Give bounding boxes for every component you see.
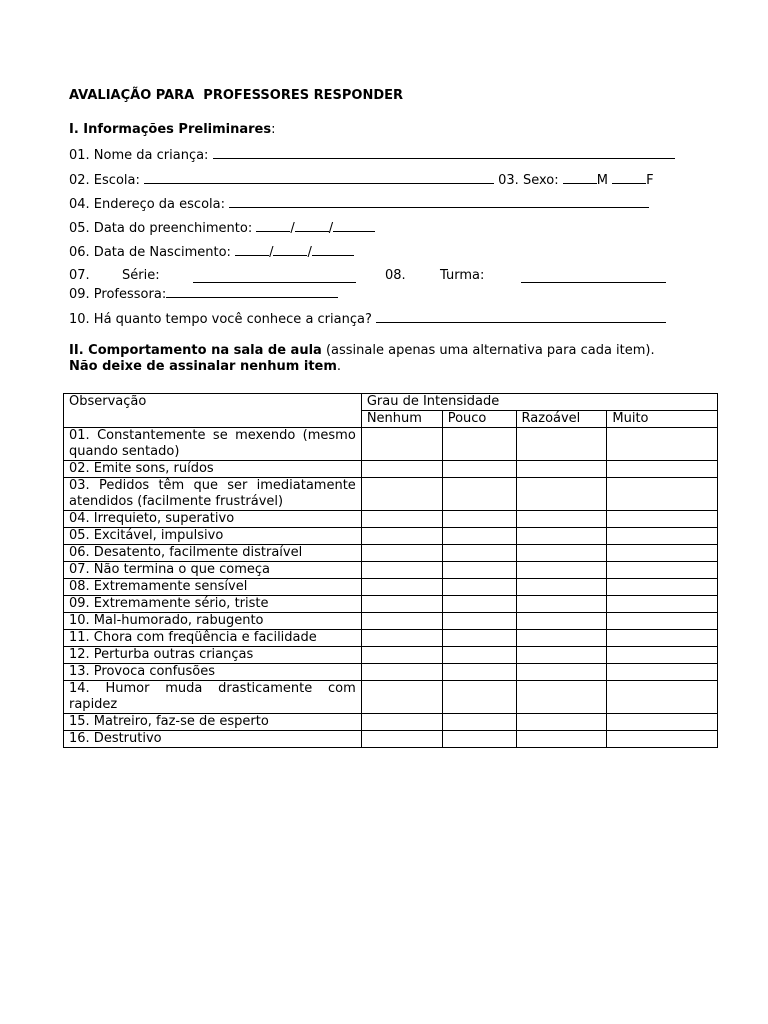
rating-cell-razoavel[interactable] bbox=[516, 630, 607, 647]
observation-header: Observação bbox=[64, 394, 362, 428]
section2-period: . bbox=[336, 359, 342, 374]
section2-roman: II bbox=[69, 343, 79, 358]
grade-blank[interactable] bbox=[193, 270, 356, 283]
rating-cell-pouco[interactable] bbox=[442, 630, 516, 647]
field-time-known bbox=[69, 310, 666, 328]
field-school-address-label: 04. Endereço da escola: bbox=[69, 197, 225, 212]
rating-cell-muito[interactable] bbox=[607, 545, 718, 562]
field-child-name-label: 01. Nome da criança: bbox=[69, 148, 209, 163]
field-class-number: 08. bbox=[385, 268, 406, 283]
level-header-muito: Muito bbox=[607, 411, 718, 428]
rating-cell-muito[interactable] bbox=[607, 478, 718, 511]
field-grade-number: 07. bbox=[69, 268, 90, 283]
rating-cell-muito[interactable] bbox=[607, 528, 718, 545]
field-grade-label: Série: bbox=[122, 268, 160, 283]
rating-cell-nenhum[interactable] bbox=[361, 545, 442, 562]
rating-cell-nenhum[interactable] bbox=[361, 579, 442, 596]
table-row bbox=[64, 461, 718, 478]
table-row bbox=[64, 664, 718, 681]
table-row bbox=[64, 731, 718, 748]
item-label: 07. Não termina o que começa bbox=[64, 562, 362, 579]
child-name-blank[interactable] bbox=[213, 146, 675, 159]
sex-f-blank[interactable] bbox=[612, 171, 646, 184]
item-label: 08. Extremamente sensível bbox=[64, 579, 362, 596]
rating-cell-nenhum[interactable] bbox=[361, 731, 442, 748]
rating-cell-razoavel[interactable] bbox=[516, 528, 607, 545]
item-label: 01. Constantemente se mexendo (mesmo quando sentado) bbox=[64, 428, 362, 461]
rating-cell-razoavel[interactable] bbox=[516, 596, 607, 613]
rating-cell-muito[interactable] bbox=[607, 681, 718, 714]
item-label: 03. Pedidos têm que ser imediatamente atendidos (facilmente frustrável) bbox=[64, 478, 362, 511]
table-row bbox=[64, 647, 718, 664]
field-teacher bbox=[69, 285, 338, 303]
rating-cell-pouco[interactable] bbox=[442, 428, 516, 461]
rating-cell-muito[interactable] bbox=[607, 596, 718, 613]
rating-cell-pouco[interactable] bbox=[442, 714, 516, 731]
item-label: 05. Excitável, impulsivo bbox=[64, 528, 362, 545]
item-label: 02. Emite sons, ruídos bbox=[64, 461, 362, 478]
class-blank[interactable] bbox=[521, 270, 666, 283]
rating-cell-razoavel[interactable] bbox=[516, 664, 607, 681]
rating-cell-nenhum[interactable] bbox=[361, 613, 442, 630]
rating-cell-razoavel[interactable] bbox=[516, 478, 607, 511]
table-row bbox=[64, 714, 718, 731]
school-blank[interactable] bbox=[144, 171, 494, 184]
rating-cell-pouco[interactable] bbox=[442, 664, 516, 681]
rating-cell-razoavel[interactable] bbox=[516, 647, 607, 664]
fill-date-year-blank[interactable] bbox=[333, 219, 375, 232]
level-header-nenhum: Nenhum bbox=[361, 411, 442, 428]
field-birth-date-label: 06. Data de Nascimento: bbox=[69, 245, 231, 260]
rating-cell-nenhum[interactable] bbox=[361, 630, 442, 647]
rating-cell-razoavel[interactable] bbox=[516, 731, 607, 748]
table-row bbox=[64, 596, 718, 613]
rating-cell-razoavel[interactable] bbox=[516, 562, 607, 579]
rating-cell-nenhum[interactable] bbox=[361, 461, 442, 478]
intensity-header: Grau de Intensidade bbox=[361, 394, 717, 411]
rating-cell-muito[interactable] bbox=[607, 461, 718, 478]
document-title: AVALIAÇÃO PARA PROFESSORES RESPONDER bbox=[69, 88, 404, 103]
rating-cell-pouco[interactable] bbox=[442, 511, 516, 528]
field-fill-date-label: 05. Data do preenchimento: bbox=[69, 221, 253, 236]
rating-cell-muito[interactable] bbox=[607, 428, 718, 461]
table-row bbox=[64, 428, 718, 461]
section2-warning: Não deixe de assinalar nenhum item bbox=[69, 359, 337, 374]
time-known-blank[interactable] bbox=[376, 310, 666, 323]
fill-date-day-blank[interactable] bbox=[256, 219, 290, 232]
section2-heading bbox=[69, 343, 699, 375]
table-row bbox=[64, 511, 718, 528]
table-header-row bbox=[64, 394, 718, 411]
rating-cell-nenhum[interactable] bbox=[361, 714, 442, 731]
rating-cell-razoavel[interactable] bbox=[516, 461, 607, 478]
date-slash: / bbox=[290, 221, 295, 236]
rating-cell-nenhum[interactable] bbox=[361, 511, 442, 528]
rating-cell-nenhum[interactable] bbox=[361, 664, 442, 681]
rating-cell-razoavel[interactable] bbox=[516, 545, 607, 562]
item-label: 06. Desatento, facilmente distraível bbox=[64, 545, 362, 562]
date-slash: / bbox=[328, 221, 334, 236]
table-row bbox=[64, 681, 718, 714]
item-label: 12. Perturba outras crianças bbox=[64, 647, 362, 664]
rating-cell-pouco[interactable] bbox=[442, 613, 516, 630]
item-label: 13. Provoca confusões bbox=[64, 664, 362, 681]
item-label: 04. Irrequieto, superativo bbox=[64, 511, 362, 528]
rating-cell-pouco[interactable] bbox=[442, 596, 516, 613]
section2-instruction: (assinale apenas uma alternativa para cada item). bbox=[321, 343, 655, 358]
table-row bbox=[64, 562, 718, 579]
field-school-label: 02. Escola: bbox=[69, 173, 140, 188]
rating-cell-pouco[interactable] bbox=[442, 731, 516, 748]
field-child-name bbox=[69, 146, 675, 164]
field-school bbox=[69, 171, 654, 189]
item-label: 15. Matreiro, faz-se de esperto bbox=[64, 714, 362, 731]
item-label: 16. Destrutivo bbox=[64, 731, 362, 748]
rating-cell-muito[interactable] bbox=[607, 664, 718, 681]
field-school-address bbox=[69, 195, 649, 213]
rating-cell-nenhum[interactable] bbox=[361, 428, 442, 461]
table-row bbox=[64, 528, 718, 545]
item-label: 11. Chora com freqüência e facilidade bbox=[64, 630, 362, 647]
rating-cell-pouco[interactable] bbox=[442, 681, 516, 714]
teacher-blank[interactable] bbox=[166, 285, 338, 298]
rating-cell-muito[interactable] bbox=[607, 647, 718, 664]
item-label: 10. Mal-humorado, rabugento bbox=[64, 613, 362, 630]
rating-cell-razoavel[interactable] bbox=[516, 428, 607, 461]
sex-f-label: F bbox=[646, 173, 654, 188]
rating-cell-muito[interactable] bbox=[607, 613, 718, 630]
section1-colon: : bbox=[271, 122, 276, 137]
field-class-label: Turma: bbox=[440, 268, 485, 283]
fill-date-month-blank[interactable] bbox=[295, 219, 329, 232]
rating-cell-pouco[interactable] bbox=[442, 478, 516, 511]
rating-cell-razoavel[interactable] bbox=[516, 681, 607, 714]
rating-cell-muito[interactable] bbox=[607, 714, 718, 731]
item-label: 14. Humor muda drasticamente com rapidez bbox=[64, 681, 362, 714]
rating-cell-nenhum[interactable] bbox=[361, 562, 442, 579]
rating-cell-razoavel[interactable] bbox=[516, 613, 607, 630]
rating-cell-pouco[interactable] bbox=[442, 545, 516, 562]
birth-date-year-blank[interactable] bbox=[312, 243, 354, 256]
table-row bbox=[64, 545, 718, 562]
field-sex-label: 03. Sexo: bbox=[498, 173, 559, 188]
rating-cell-razoavel[interactable] bbox=[516, 714, 607, 731]
birth-date-month-blank[interactable] bbox=[273, 243, 307, 256]
field-teacher-label: 09. Professora: bbox=[69, 287, 167, 302]
birth-date-day-blank[interactable] bbox=[235, 243, 269, 256]
section2-title: . Comportamento na sala de aula bbox=[78, 343, 322, 358]
rating-cell-pouco[interactable] bbox=[442, 528, 516, 545]
section1-title: . Informações Preliminares bbox=[73, 122, 272, 137]
observation-table bbox=[63, 393, 718, 748]
rating-cell-nenhum[interactable] bbox=[361, 478, 442, 511]
rating-cell-muito[interactable] bbox=[607, 511, 718, 528]
rating-cell-nenhum[interactable] bbox=[361, 596, 442, 613]
rating-cell-nenhum[interactable] bbox=[361, 647, 442, 664]
section1-heading bbox=[69, 122, 276, 138]
section1-roman: I bbox=[69, 122, 74, 137]
rating-cell-muito[interactable] bbox=[607, 579, 718, 596]
field-time-known-label: 10. Há quanto tempo você conhece a criança? bbox=[69, 312, 372, 327]
rating-cell-pouco[interactable] bbox=[442, 461, 516, 478]
rating-cell-pouco[interactable] bbox=[442, 562, 516, 579]
table-row bbox=[64, 613, 718, 630]
rating-cell-nenhum[interactable] bbox=[361, 528, 442, 545]
rating-cell-muito[interactable] bbox=[607, 731, 718, 748]
rating-cell-muito[interactable] bbox=[607, 562, 718, 579]
level-header-razoavel: Razoável bbox=[516, 411, 607, 428]
rating-cell-muito[interactable] bbox=[607, 630, 718, 647]
item-label: 09. Extremamente sério, triste bbox=[64, 596, 362, 613]
school-address-blank[interactable] bbox=[229, 195, 649, 208]
rating-cell-razoavel[interactable] bbox=[516, 511, 607, 528]
rating-cell-pouco[interactable] bbox=[442, 579, 516, 596]
field-fill-date bbox=[69, 219, 375, 237]
sex-m-label: M bbox=[596, 173, 608, 188]
date-slash: / bbox=[269, 245, 274, 260]
rating-cell-nenhum[interactable] bbox=[361, 681, 442, 714]
table-row bbox=[64, 579, 718, 596]
sex-m-blank[interactable] bbox=[563, 171, 597, 184]
table-row bbox=[64, 630, 718, 647]
date-slash: / bbox=[307, 245, 312, 260]
level-header-pouco: Pouco bbox=[442, 411, 516, 428]
table-row bbox=[64, 478, 718, 511]
rating-cell-pouco[interactable] bbox=[442, 647, 516, 664]
field-birth-date bbox=[69, 243, 354, 261]
rating-cell-razoavel[interactable] bbox=[516, 579, 607, 596]
